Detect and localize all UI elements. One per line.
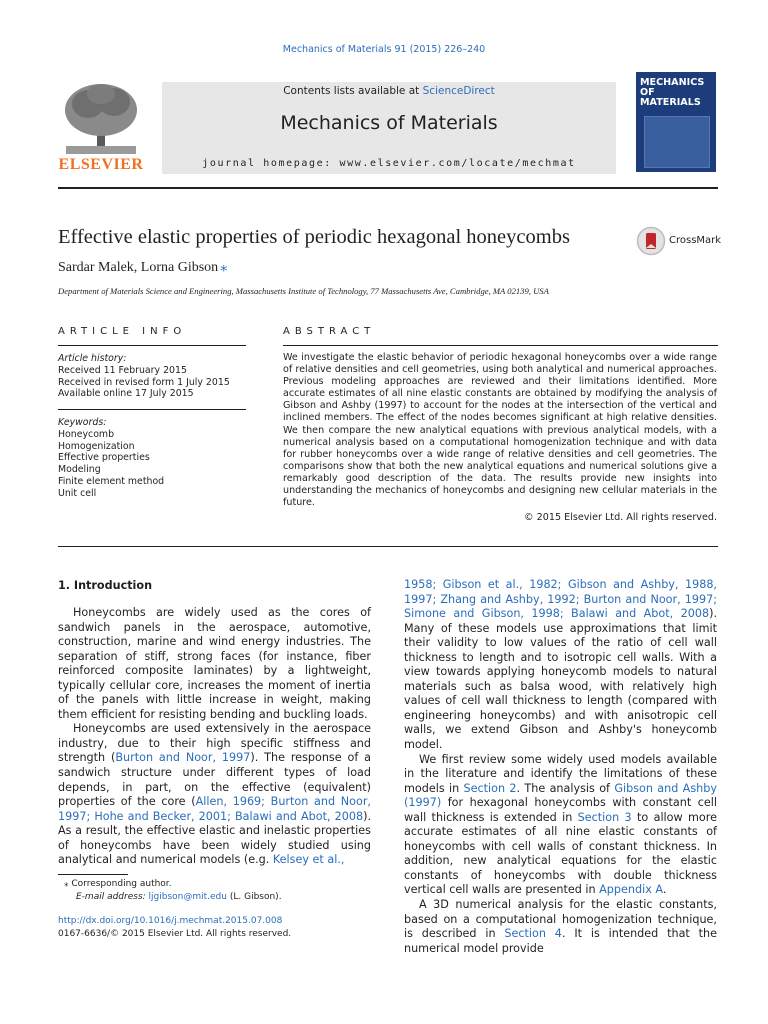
keywords-block [58, 417, 164, 500]
cover-graphic [644, 116, 710, 168]
right-column [404, 578, 717, 956]
article-title: Effective elastic properties of periodic hexagonal honeycombs [58, 226, 570, 248]
affiliation: Department of Materials Science and Engineering, Massachusetts Institute of Technology, 77 Massachusetts Ave, Cambridge, MA 02139, USA [58, 286, 549, 296]
crossmark-button[interactable] [636, 226, 720, 256]
keywords-label: Keywords: [58, 417, 107, 428]
article-info-rule [58, 345, 246, 346]
history-item: Received in revised form 1 July 2015 [58, 376, 230, 388]
citation-link[interactable]: Burton and Noor, 1997 [115, 751, 251, 765]
citation-link[interactable]: Gibson and Ashby (1997) [404, 781, 717, 810]
keywords-rule [58, 409, 246, 410]
footnote-rule [58, 874, 128, 875]
history-item: Available online 17 July 2015 [58, 388, 194, 400]
intro-paragraph-4: A 3D numerical analysis for the elastic constants, based on a computational homogenization technique, is described in Section 4. It is intended that the numerical model provide [404, 898, 718, 955]
section-link[interactable]: Section 3 [577, 810, 632, 824]
keyword: Effective properties [58, 452, 150, 464]
abstract-heading: ABSTRACT [283, 326, 376, 337]
keyword: Modeling [58, 464, 101, 476]
intro-paragraph-1: Honeycombs are widely used as the cores of sandwich panels in the aerospace, automotive, construction, marine and wind energy industries. The separation of stiff, strong faces (for instance, fiber reinforced composite laminates) by a lightweight, typically cellular core, increases the moment of inertia of the panels with little increase in weight, making them efficient for resisting bending and buckling loads. [58, 606, 371, 721]
cover-title: MECHANICS OF MATERIALS [640, 77, 705, 108]
appendix-link[interactable]: Appendix A [599, 883, 663, 897]
intro-paragraph-2: Honeycombs are used extensively in the aerospace industry, due to their high specific stiffness and strength (Burton and Noor, 1997). The response of a sandwich structure under different types of load depends, in part, on the effective (equivalent) properties of the core (Allen, 1969; Burton and Noor, 1997; Hohe and Becker, 2001; Balawi and Abot, 2008). As a result, the effective elastic and inelastic properties of honeycombs have been widely studied using analytical and numerical models (e.g. Kelsey et al., [58, 722, 372, 867]
issn-line: 0167-6636/© 2015 Elsevier Ltd. All rights reserved. [58, 929, 292, 939]
left-column [58, 606, 371, 868]
corresponding-author-mark[interactable]: ⁎ [220, 260, 228, 275]
citation-link[interactable]: Kelsey et al., [272, 853, 345, 867]
author-list: Sardar Malek, Lorna Gibson ⁎ [58, 260, 228, 275]
abstract-text: We investigate the elastic behavior of periodic hexagonal honeycombs over a wide range of relative densities and cell geometries, using both analytical and numerical approaches. Previous modeling approaches are reviewed and their limitations identified. More accurate estimates of all nine elastic constants are obtained by modifying the analysis of Gibson and Ashby (1997) to account for the nodes at the intersection of the vertical and inclined members. The effect of the nodes becomes significant at high relative densities. We then compare the new analytical equations with previous analytical models, with a numerical analysis based on a computational homogenization technique and with data for rubber honeycombs over a wide range of relative densities and cell geometries. The comparisons show that both the new analytical equations and numerical solutions give a remarkably good description of the data. The results provide new insights into understanding the mechanics of honeycombs and designing new cellular materials in the future. [283, 352, 717, 509]
section-link[interactable]: Section 2 [463, 781, 517, 795]
keyword: Unit cell [58, 487, 97, 499]
journal-homepage[interactable]: journal homepage: www.elsevier.com/locate/mechmat [202, 158, 576, 169]
history-label: Article history: [58, 353, 127, 364]
history-item: Received 11 February 2015 [58, 364, 187, 376]
journal-title: Mechanics of Materials [280, 112, 498, 134]
journal-citation-link[interactable]: Mechanics of Materials 91 (2015) 226–240 [282, 44, 486, 55]
intro-paragraph-continued: 1958; Gibson et al., 1982; Gibson and Ashby, 1988, 1997; Zhang and Ashby, 1992; Burton and Noor, 1997; Simone and Gibson, 1998; Balawi and Abot, 2008). Many of these models use approximations that limit their validity to low values of the ratio of cell wall thickness to length and to isotropic cell walls. With a view towards applying honeycomb models to natural materials such as balsa wood, with relatively high values of cell wall thickness to length (compared with engineering honeycombs) and with anisotropic cell walls, we extend Gibson and Ashby's honeycomb model. [404, 578, 717, 752]
keyword: Homogenization [58, 440, 135, 452]
citation-link[interactable]: 1958; Gibson et al., 1982; Gibson and Ashby, 1988, 1997; Zhang and Ashby, 1992; Burton and Noor, 1997; Simone and Gibson, 1998; Balawi and Abot, 2008 [404, 578, 717, 621]
sciencedirect-link[interactable]: ScienceDirect [422, 85, 495, 97]
article-info-heading: ARTICLE INFO [58, 326, 187, 337]
contents-line: Contents lists available at ScienceDirect [283, 85, 495, 97]
abstract-copyright: © 2015 Elsevier Ltd. All rights reserved. [523, 512, 717, 523]
doi-link[interactable]: http://dx.doi.org/10.1016/j.mechmat.2015.07.008 [58, 916, 283, 926]
body-rule [58, 546, 718, 547]
keyword: Honeycomb [58, 428, 115, 440]
crossmark-icon [636, 226, 666, 256]
email-link[interactable]: ljgibson@mit.edu [148, 892, 227, 902]
elsevier-wordmark: ELSEVIER [58, 156, 144, 173]
corresponding-author-note: ⁎ Corresponding author. [64, 879, 172, 889]
email-note: E-mail address: ljgibson@mit.edu (L. Gibson). [76, 892, 282, 902]
section-heading-introduction: 1. Introduction [58, 579, 153, 592]
journal-banner [162, 82, 616, 174]
intro-paragraph-3: We first review some widely used models available in the literature and identify the limitations of these models in Section 2. The analysis of Gibson and Ashby (1997) for hexagonal honeycombs with constant cell wall thickness is extended in Section 3 to allow more accurate estimates of all nine elastic constants of honeycombs with cell walls of constant thickness. In addition, new analytical equations for the elastic constants of honeycombs with double thickness vertical cell walls are presented in Appendix A. [404, 752, 717, 897]
header-rule [58, 187, 718, 189]
keyword: Finite element method [58, 475, 165, 487]
abstract-rule [283, 345, 718, 346]
crossmark-label: CrossMark [669, 235, 722, 246]
journal-cover-image [636, 72, 716, 172]
section-link[interactable]: Section 4 [504, 927, 562, 941]
article-history [58, 353, 230, 400]
citation-link[interactable]: Allen, 1969; Burton and Noor, 1997; Hohe and Becker, 2001; Balawi and Abot, 2008 [58, 795, 371, 823]
